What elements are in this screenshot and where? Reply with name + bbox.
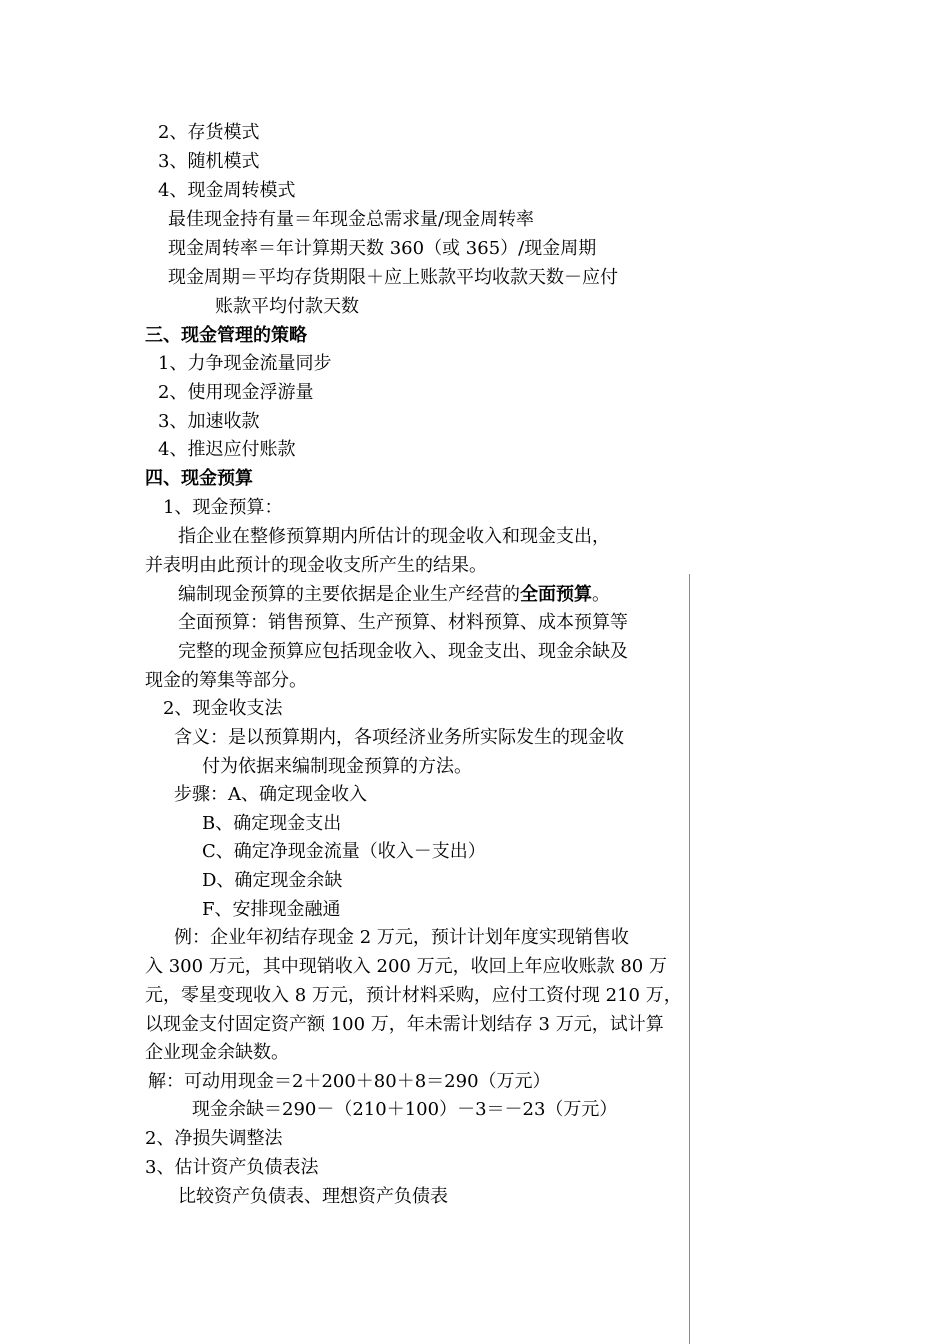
paragraph-full-budget: 全面预算：销售预算、生产预算、材料预算、成本预算等: [178, 612, 628, 633]
formula-cash-cycle-cont: 账款平均付款天数: [215, 296, 359, 317]
paragraph-definition-2: 并表明由此预计的现金收支所产生的结果。: [145, 555, 487, 576]
section-heading-4: 四、现金预算: [145, 468, 253, 489]
subheading-cash-budget: 1、现金预算：: [163, 497, 283, 518]
list-item-strategy-2: 2、使用现金浮游量: [158, 382, 314, 403]
paragraph-complete-2: 现金的筹集等部分。: [145, 670, 307, 691]
formula-cash-cycle: 现金周期＝平均存货期限＋应上账款平均收款天数－应付: [168, 267, 618, 288]
basis-emphasis: 全面预算: [520, 584, 592, 605]
list-item-random-model: 3、随机模式: [158, 151, 260, 172]
paragraph-meaning-2: 付为依据来编制现金预算的方法。: [202, 756, 472, 777]
formula-cash-turnover: 现金周转率＝年计算期天数 360（或 365）/现金周期: [168, 238, 597, 259]
step-f: F、安排现金融通: [202, 899, 341, 920]
paragraph-definition-1: 指企业在整修预算期内所估计的现金收入和现金支出，: [178, 526, 610, 547]
step-c: C、确定净现金流量（收入－支出）: [202, 841, 486, 862]
basis-period: 。: [592, 584, 610, 605]
step-a: 步骤：A、确定现金收入: [174, 784, 367, 805]
example-line-4: 以现金支付固定资产额 100 万，年未需计划结存 3 万元，试计算: [145, 1014, 664, 1035]
subheading-net-loss: 2、净损失调整法: [145, 1128, 283, 1149]
example-line-5: 企业现金余缺数。: [145, 1042, 289, 1063]
solution-line-2: 现金余缺＝290－（210＋100）－3＝－23（万元）: [192, 1099, 618, 1120]
list-item-strategy-4: 4、推迟应付账款: [158, 439, 296, 460]
subheading-cash-method: 2、现金收支法: [163, 698, 283, 719]
subheading-balance-sheet: 3、估计资产负债表法: [145, 1157, 319, 1178]
example-line-3: 元，零星变现收入 8 万元，预计材料采购，应付工资付现 210 万，: [145, 985, 682, 1006]
basis-text: 编制现金预算的主要依据是企业生产经营的: [178, 584, 520, 605]
step-d: D、确定现金余缺: [202, 870, 343, 891]
margin-rule: [689, 574, 690, 1344]
list-item-strategy-3: 3、加速收款: [158, 411, 260, 432]
paragraph-complete-1: 完整的现金预算应包括现金收入、现金支出、现金余缺及: [178, 641, 628, 662]
paragraph-meaning-1: 含义：是以预算期内，各项经济业务所实际发生的现金收: [174, 727, 624, 748]
example-line-2: 入 300 万元，其中现销收入 200 万元，收回上年应收账款 80 万: [145, 956, 667, 977]
solution-line-1: 解：可动用现金＝2＋200＋80＋8＝290（万元）: [148, 1071, 551, 1092]
formula-optimal-cash: 最佳现金持有量＝年现金总需求量/现金周转率: [168, 209, 535, 230]
section-heading-3: 三、现金管理的策略: [145, 325, 307, 346]
paragraph-balance-sheets: 比较资产负债表、理想资产负债表: [178, 1186, 448, 1207]
step-b: B、确定现金支出: [202, 813, 342, 834]
paragraph-basis: [178, 583, 610, 607]
list-item-inventory-model: 2、存货模式: [158, 122, 260, 143]
example-line-1: 例：企业年初结存现金 2 万元，预计计划年度实现销售收: [174, 927, 629, 948]
list-item-cash-cycle-model: 4、现金周转模式: [158, 180, 296, 201]
list-item-strategy-1: 1、力争现金流量同步: [158, 353, 332, 374]
